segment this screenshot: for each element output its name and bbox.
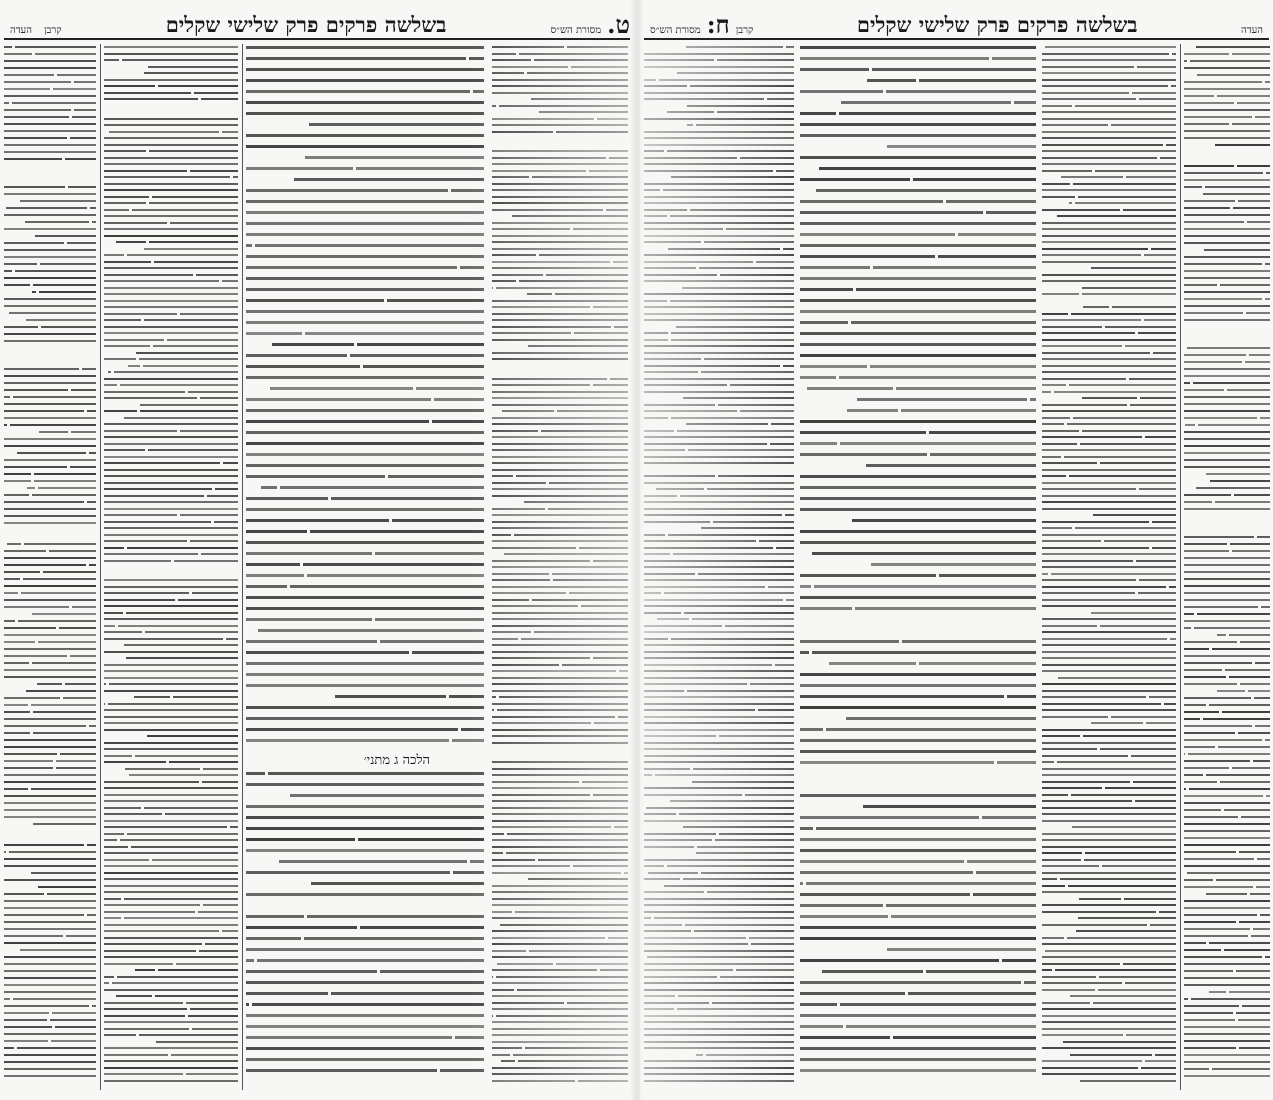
right-page-margin-column xyxy=(1184,44,1270,1084)
right-page-margin-label: מסורת הש״ס xyxy=(650,25,701,36)
right-page-title: בשלשה פרקים פרק שלישי שקלים xyxy=(856,12,1138,37)
left-page-inner-commentary xyxy=(492,44,628,1084)
right-page-heara-label: העדה xyxy=(1241,25,1263,36)
right-page-commentary-column xyxy=(1042,44,1176,1084)
left-page-folio: ט. xyxy=(607,10,630,39)
left-page-main-text xyxy=(246,44,484,1084)
right-page-main-text xyxy=(800,44,1036,1084)
left-page-margin-label: מסורת הש״ס xyxy=(550,25,602,36)
right-page-korban-label: קרבן xyxy=(735,25,754,36)
left-page-korban-label: קרבן xyxy=(43,25,62,36)
left-page-halacha-heading: הלכה ג מתני׳ xyxy=(363,753,430,768)
right-page-header xyxy=(644,8,1269,40)
left-page-title: בשלשה פרקים פרק שלישי שקלים xyxy=(165,12,447,37)
left-page-heara-label: העדה xyxy=(10,25,32,36)
left-page-margin-column xyxy=(4,44,96,1084)
left-page-commentary-column xyxy=(104,44,238,1084)
right-page-inner-commentary xyxy=(644,44,794,1084)
right-page-folio: ח: xyxy=(706,10,730,39)
left-page xyxy=(0,0,634,1100)
right-page xyxy=(640,0,1273,1100)
left-page-header xyxy=(4,8,630,40)
